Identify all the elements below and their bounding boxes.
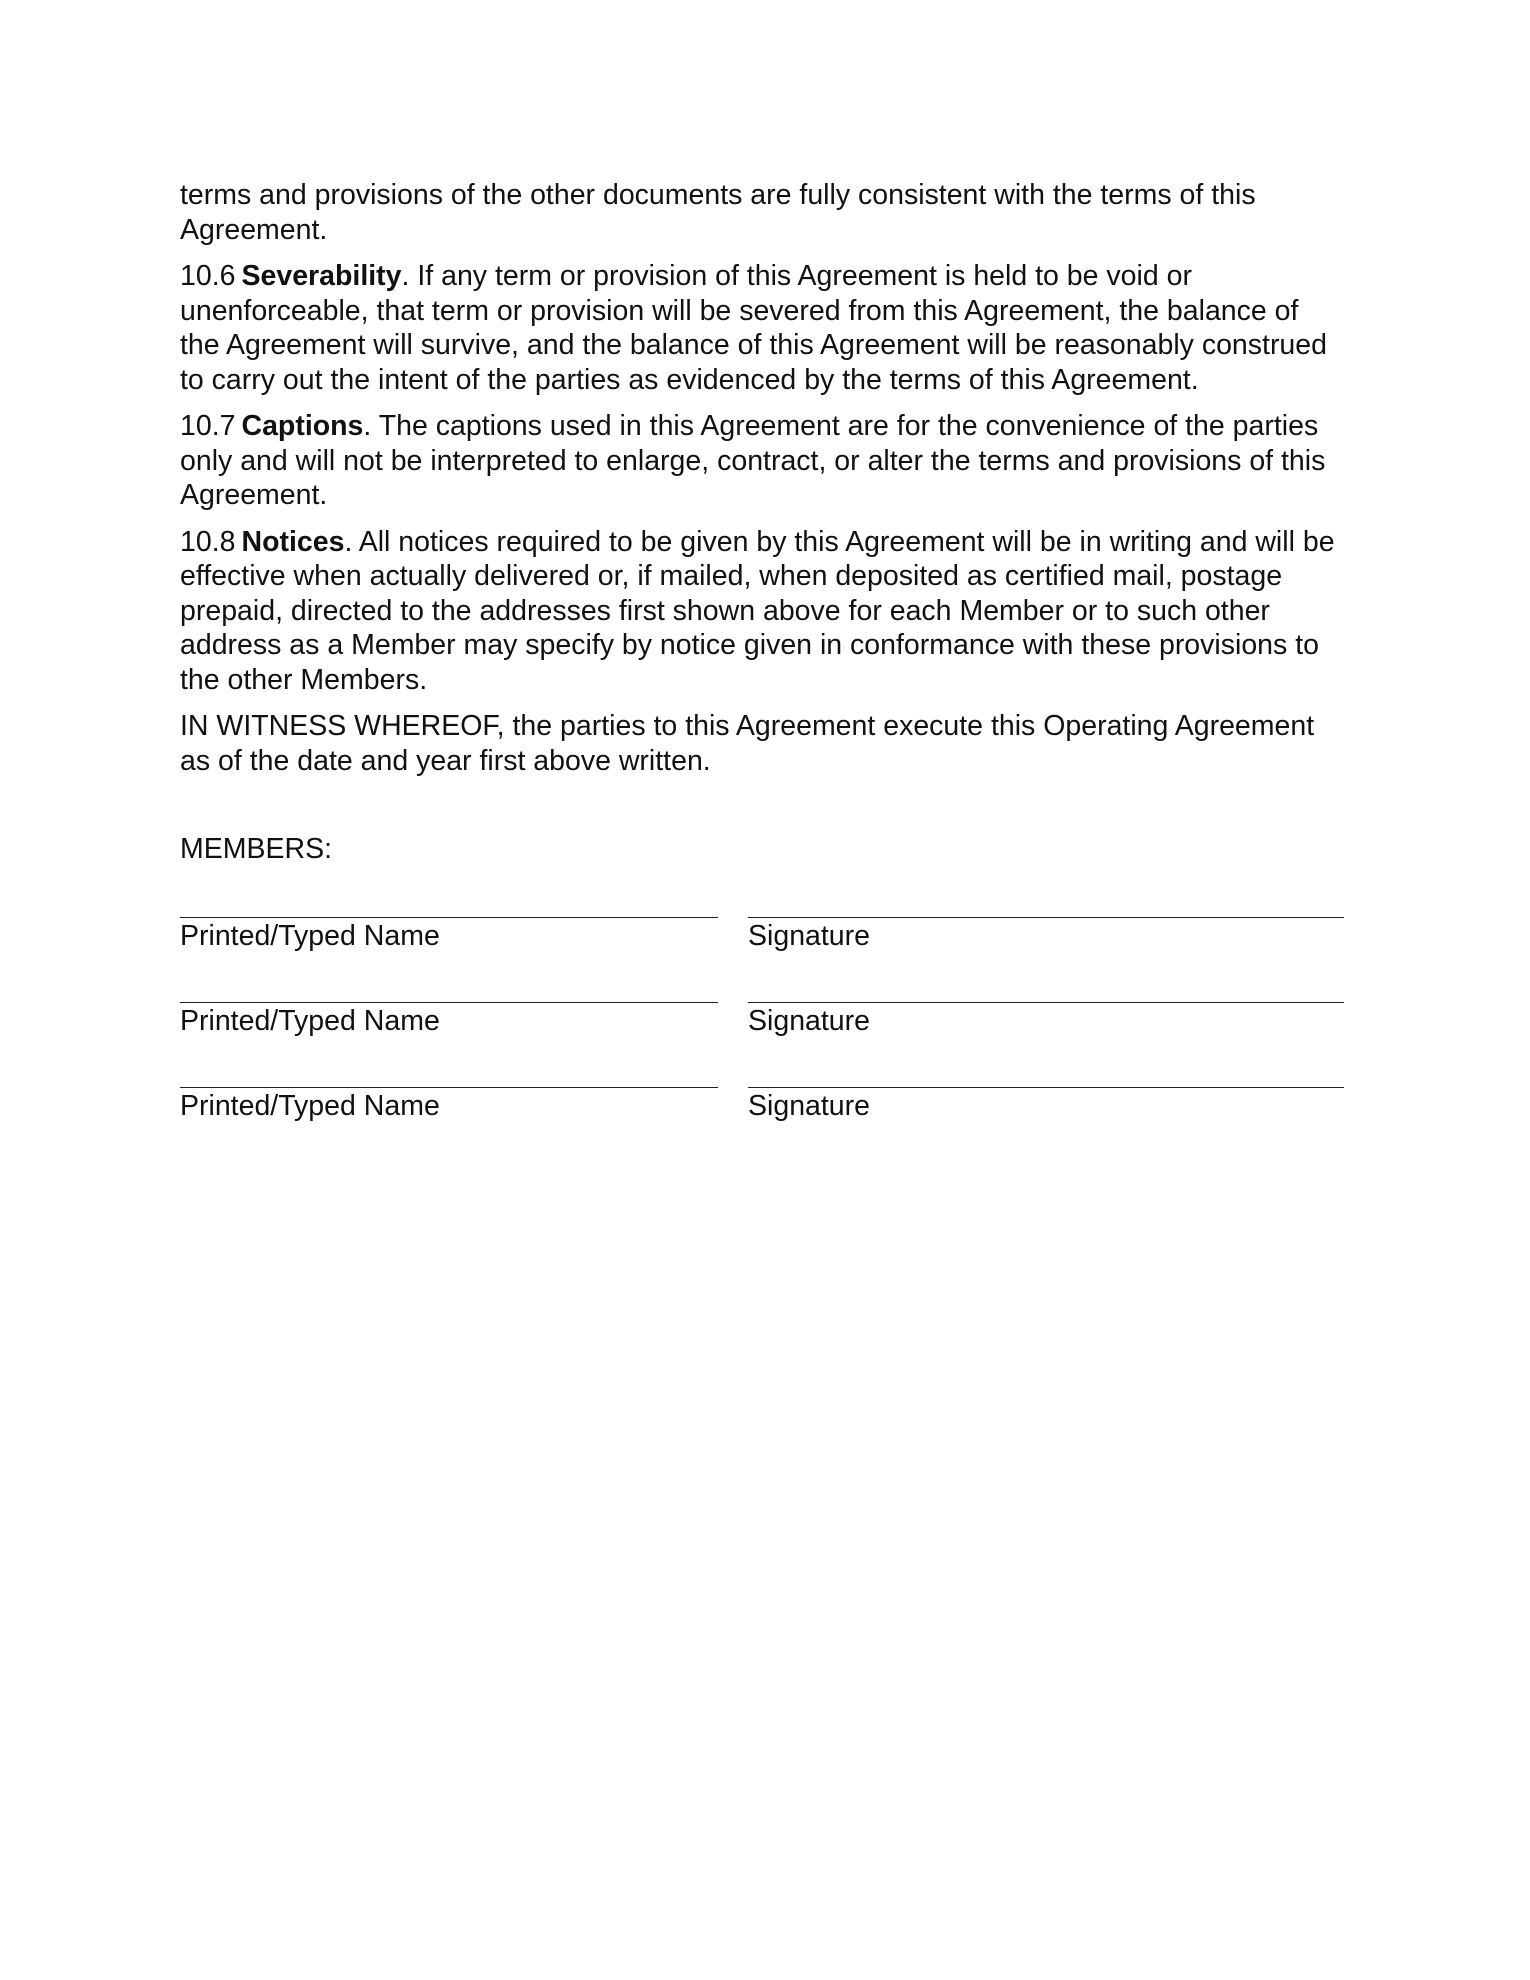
name-line xyxy=(180,1087,718,1088)
name-line xyxy=(180,1002,718,1003)
signature-row xyxy=(180,1087,1340,1172)
section-severability xyxy=(180,259,1340,397)
signature-line xyxy=(748,917,1344,918)
signature-line xyxy=(748,1002,1344,1003)
signature-label: Signature xyxy=(748,1004,871,1037)
signature-label: Signature xyxy=(748,919,871,952)
section-number: 10.6 xyxy=(180,260,236,292)
signature-row xyxy=(180,917,1340,1002)
section-number: 10.8 xyxy=(180,525,236,558)
section-text: . All notices required to be given by this Agreement will be in writing and will be effective when actually delivered or, if mailed, when deposited as certified mail, postage prepaid, directed to the addresses first shown above for each Member or to such other address as a Member may specify by notice given in conformance with these provisions to the other Members. xyxy=(180,525,1335,696)
witness-paragraph: IN WITNESS WHEREOF, the parties to this Agreement execute this Operating Agreement as of the date and year first above written. xyxy=(180,710,1315,777)
section-number: 10.7 xyxy=(180,410,236,442)
printed-name-field[interactable] xyxy=(180,917,718,954)
section-captions xyxy=(180,409,1340,513)
name-label: Printed/Typed Name xyxy=(180,1004,440,1037)
signature-row xyxy=(180,1002,1340,1087)
section-heading: Severability xyxy=(241,260,402,292)
section-heading: Notices xyxy=(241,525,345,558)
printed-name-field[interactable] xyxy=(180,1002,718,1039)
section-notices xyxy=(180,525,1340,698)
name-label: Printed/Typed Name xyxy=(180,919,440,952)
section-text: . If any term or provision of this Agreement is held to be void or unenforceable, that term or provision will be severed from this Agreement, the balance of the Agreement will survive, and the balance of this Agreement will be reasonably construed to carry out the intent of the parties as evidenced by the terms of this Agreement. xyxy=(180,260,1327,396)
signature-block xyxy=(180,917,1340,1172)
section-text: . The captions used in this Agreement are for the convenience of the parties only and will not be interpreted to enlarge, contract, or alter the terms and provisions of this Agreement. xyxy=(180,410,1326,511)
signature-field[interactable] xyxy=(748,1002,1344,1039)
printed-name-field[interactable] xyxy=(180,1087,718,1124)
page-content xyxy=(180,178,1340,1172)
members-label: MEMBERS: xyxy=(180,833,333,865)
signature-field[interactable] xyxy=(748,1087,1344,1124)
section-heading: Captions xyxy=(241,410,364,442)
continuation-paragraph: terms and provisions of the other documents are fully consistent with the terms of this Agreement. xyxy=(180,179,1256,246)
signature-field[interactable] xyxy=(748,917,1344,954)
signature-line xyxy=(748,1087,1344,1088)
name-label: Printed/Typed Name xyxy=(180,1089,440,1122)
signature-label: Signature xyxy=(748,1089,871,1122)
name-line xyxy=(180,917,718,918)
